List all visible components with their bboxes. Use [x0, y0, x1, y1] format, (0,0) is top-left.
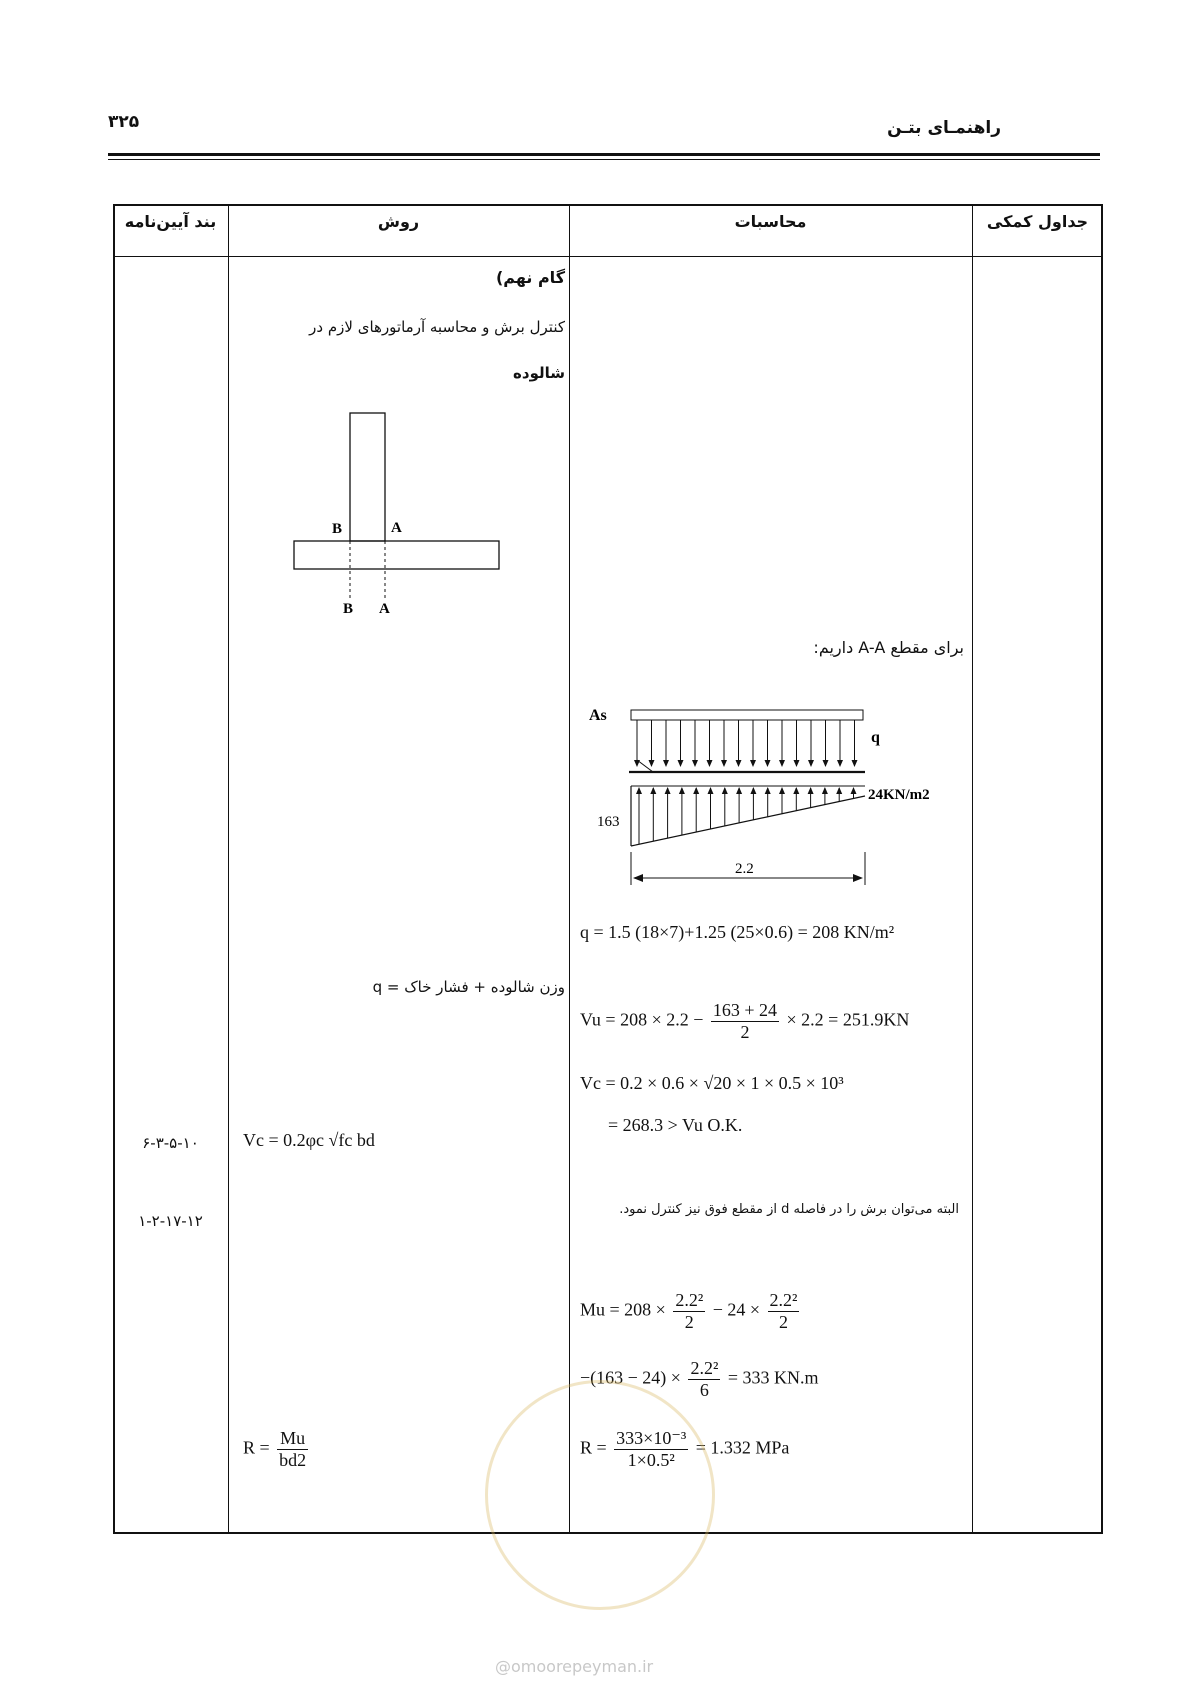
- q-arrow-head: [692, 760, 698, 767]
- pressure-arrow-head: [793, 787, 799, 794]
- load-bar: [631, 710, 863, 720]
- watermark-url: @omoorepeyman.ir: [495, 1657, 654, 1676]
- section-intro: برای مقطع A-A داریم:: [813, 638, 964, 657]
- vu-num: 163 + 24: [712, 1000, 778, 1020]
- q-definition: وزن شالوده + فشار خاک = q: [372, 978, 565, 996]
- column-header-aux: جداول کمکی: [986, 212, 1089, 231]
- pressure-arrow-head: [822, 787, 828, 794]
- mu-fraction-2: [768, 1290, 800, 1333]
- code-ref-2: ۱-۲-۱۷-۱۲: [138, 1212, 203, 1230]
- vu-rhs: × 2.2 = 251.9KN: [786, 1009, 910, 1030]
- pressure-arrow-head: [693, 787, 699, 794]
- q-arrow-head: [765, 760, 771, 767]
- as-label: As: [589, 707, 607, 724]
- r-lhs: R =: [580, 1437, 607, 1458]
- pressure-slope: [631, 796, 865, 846]
- pressure-arrow-head: [808, 787, 814, 794]
- column-stem: [350, 413, 385, 541]
- pressure-arrow-head: [851, 787, 857, 794]
- column-divider: [569, 204, 570, 1534]
- q-arrow-head: [808, 760, 814, 767]
- column-divider: [228, 204, 229, 1534]
- shear-note: البته می‌توان برش را در فاصله d از مقطع فوق نیز کنترل نمود.: [619, 1202, 959, 1217]
- pressure-arrow-head: [779, 787, 785, 794]
- pressure-arrow-head: [708, 787, 714, 794]
- column-header-method: روش: [377, 212, 420, 231]
- mu-lhs: Mu = 208 ×: [580, 1299, 666, 1320]
- q-arrow-head: [678, 760, 684, 767]
- label-a-top: A: [391, 520, 402, 536]
- mu-mid: − 24 ×: [712, 1299, 761, 1320]
- pressure-arrows: [636, 787, 857, 844]
- vu-equation: [580, 1000, 909, 1043]
- vc-result: = 268.3 > Vu O.K.: [608, 1115, 743, 1135]
- mu2-rhs: = 333 KN.m: [727, 1367, 819, 1388]
- r-formula-den: bd2: [279, 1450, 307, 1470]
- mu-f1-num: 2.2²: [675, 1290, 704, 1310]
- vu-lhs: Vu = 208 × 2.2 −: [580, 1009, 704, 1030]
- column-header-calc: محاسبات: [734, 212, 807, 231]
- mu2-fraction: [688, 1358, 720, 1401]
- pressure-arrow-head: [636, 787, 642, 794]
- label-b-top: B: [332, 521, 343, 537]
- vc-formula: Vc = 0.2φc √fc bd: [243, 1130, 375, 1150]
- mu-f2-num: 2.2²: [769, 1290, 798, 1310]
- r-formula: [243, 1428, 311, 1471]
- watermark-seal: [485, 1380, 715, 1610]
- r-num: 333×10⁻³: [616, 1428, 687, 1448]
- q-equation: q = 1.5 (18×7)+1.25 (25×0.6) = 208 KN/m²: [580, 922, 895, 942]
- page-number: ۳۲۵: [108, 112, 140, 132]
- q-arrow-head: [736, 760, 742, 767]
- q-arrow-head: [750, 760, 756, 767]
- pressure-arrow-head: [679, 787, 685, 794]
- mu-equation: [580, 1290, 802, 1333]
- q-arrows: [634, 720, 858, 767]
- label-a-bottom: A: [379, 601, 390, 617]
- r-formula-num: Mu: [277, 1428, 308, 1450]
- q-arrow-head: [721, 760, 727, 767]
- method-description: کنترل برش و محاسبه آرماتورهای لازم در: [309, 318, 565, 336]
- dim-length: 2.2: [735, 861, 754, 877]
- code-ref-1: ۶-۳-۵-۱۰: [142, 1134, 199, 1152]
- q-arrow-head: [823, 760, 829, 767]
- footing-base: [294, 541, 499, 569]
- mu-f2-den: 2: [778, 1312, 788, 1332]
- mu2-num: 2.2²: [690, 1358, 719, 1378]
- q-arrow-head: [649, 760, 655, 767]
- vu-den: 2: [740, 1022, 750, 1042]
- r-rhs: = 1.332 MPa: [695, 1437, 790, 1458]
- q-arrow-head: [794, 760, 800, 767]
- pressure-left-value: 163: [597, 814, 620, 830]
- vu-fraction: [711, 1000, 779, 1043]
- step-title: گام نهم): [495, 268, 565, 287]
- pressure-arrow-head: [722, 787, 728, 794]
- mu-fraction-1: [673, 1290, 705, 1333]
- q-label: q: [871, 729, 880, 746]
- pressure-arrow-head: [836, 787, 842, 794]
- vc-equation: Vc = 0.2 × 0.6 × √20 × 1 × 0.5 × 10³: [580, 1073, 844, 1093]
- footing-section-figure: [280, 405, 520, 630]
- label-b-bottom: B: [343, 601, 354, 617]
- column-divider: [972, 204, 973, 1534]
- q-arrow-head: [779, 760, 785, 767]
- dim-arrow-left: [633, 874, 643, 882]
- book-title: راهنمـای بتـن: [887, 118, 1001, 138]
- method-description-cont: شالوده: [513, 364, 565, 382]
- header-row-divider: [113, 256, 1103, 257]
- q-arrow-head: [663, 760, 669, 767]
- column-header-code: بند آیین‌نامه: [124, 212, 217, 231]
- q-arrow-head: [707, 760, 713, 767]
- mu2-lhs: −(163 − 24) ×: [580, 1367, 681, 1388]
- pressure-arrow-head: [665, 787, 671, 794]
- pressure-right-value: 24KN/m2: [868, 787, 930, 803]
- pressure-arrow-head: [750, 787, 756, 794]
- q-arrow-head: [852, 760, 858, 767]
- pressure-arrow-head: [650, 787, 656, 794]
- header-rule-thin: [108, 159, 1100, 160]
- header-rule-thick: [108, 153, 1100, 156]
- dim-arrow-right: [853, 874, 863, 882]
- pressure-arrow-head: [765, 787, 771, 794]
- mu2-den: 6: [699, 1380, 709, 1400]
- q-arrow-head: [837, 760, 843, 767]
- load-diagram: [575, 700, 965, 900]
- r-den: 1×0.5²: [627, 1450, 675, 1470]
- pressure-arrow-head: [736, 787, 742, 794]
- mu-f1-den: 2: [684, 1312, 694, 1332]
- r-formula-fraction: [277, 1428, 308, 1471]
- r-formula-lhs: R =: [243, 1437, 270, 1458]
